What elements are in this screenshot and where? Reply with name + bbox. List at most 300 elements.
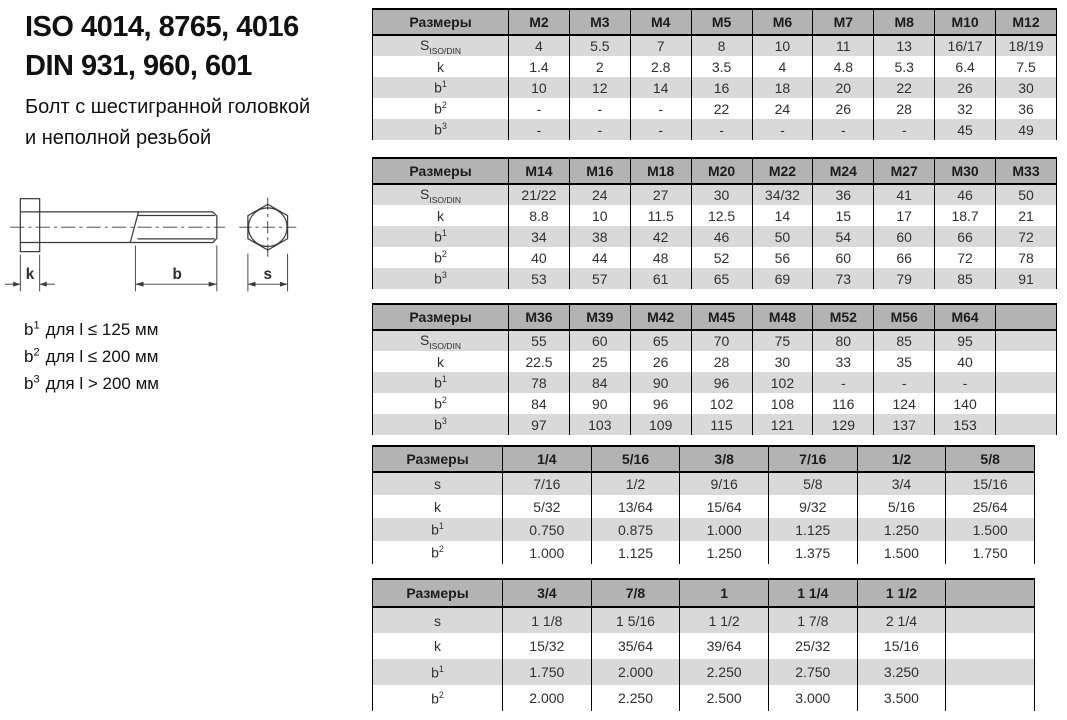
value-cell: 85 xyxy=(935,268,996,289)
value-cell: 30 xyxy=(752,351,813,372)
subtitle-line1: Болт с шестигранной головкой xyxy=(25,96,311,118)
value-cell: 45 xyxy=(935,119,996,140)
dim-label-k: k xyxy=(25,266,35,284)
value-cell: 4 xyxy=(509,35,570,56)
value-cell: 22 xyxy=(691,98,752,119)
footnote-text: для l > 200 мм xyxy=(45,374,159,393)
value-cell: 57 xyxy=(569,268,630,289)
size-header: M7 xyxy=(813,9,874,35)
size-header: 5/8 xyxy=(946,446,1035,472)
table-row xyxy=(373,119,1057,140)
sizes-column-header: Размеры xyxy=(373,446,503,472)
value-cell: 96 xyxy=(630,393,691,414)
value-cell xyxy=(946,685,1035,711)
value-cell: 26 xyxy=(935,77,996,98)
value-cell: 18/19 xyxy=(996,35,1057,56)
table-row xyxy=(373,495,1035,518)
value-cell: 25/64 xyxy=(946,495,1035,518)
value-cell: 78 xyxy=(509,372,570,393)
row-label: k xyxy=(373,56,509,77)
value-cell: 72 xyxy=(935,247,996,268)
row-label: k xyxy=(373,351,509,372)
value-cell: 36 xyxy=(996,98,1057,119)
size-header: 7/16 xyxy=(768,446,857,472)
value-cell: - xyxy=(509,98,570,119)
value-cell: - xyxy=(813,372,874,393)
table-row xyxy=(373,330,1057,351)
size-header: M12 xyxy=(996,9,1057,35)
value-cell: 3.000 xyxy=(768,685,857,711)
subtitle-line2: и неполной резьбой xyxy=(25,127,212,149)
dim-label-s: s xyxy=(263,266,272,284)
value-cell: 72 xyxy=(996,226,1057,247)
size-header: M4 xyxy=(630,9,691,35)
value-cell: 66 xyxy=(874,247,935,268)
size-header: M64 xyxy=(935,304,996,330)
value-cell: 4.8 xyxy=(813,56,874,77)
value-cell: 21/22 xyxy=(509,184,570,205)
table-row xyxy=(373,184,1057,205)
table-row xyxy=(373,226,1057,247)
bolt-side-view xyxy=(10,199,225,252)
value-cell: 26 xyxy=(813,98,874,119)
value-cell: 15/64 xyxy=(680,495,769,518)
size-header: M42 xyxy=(630,304,691,330)
value-cell: 13 xyxy=(874,35,935,56)
value-cell: 20 xyxy=(813,77,874,98)
value-cell: 90 xyxy=(569,393,630,414)
value-cell: 10 xyxy=(569,205,630,226)
value-cell: 13/64 xyxy=(591,495,680,518)
value-cell: 1.500 xyxy=(857,541,946,564)
value-cell: 95 xyxy=(935,330,996,351)
sizes-column-header: Размеры xyxy=(373,158,509,184)
value-cell: 5/8 xyxy=(768,472,857,495)
value-cell: 1.500 xyxy=(946,518,1035,541)
value-cell: 0.750 xyxy=(503,518,592,541)
sizes-column-header: Размеры xyxy=(373,304,509,330)
value-cell: 2.000 xyxy=(591,659,680,685)
value-cell: 1 7/8 xyxy=(768,607,857,633)
value-cell: 5/16 xyxy=(857,495,946,518)
value-cell: 34/32 xyxy=(752,184,813,205)
value-cell: 9/16 xyxy=(680,472,769,495)
size-header: M39 xyxy=(569,304,630,330)
value-cell: 66 xyxy=(935,226,996,247)
value-cell: 7.5 xyxy=(996,56,1057,77)
value-cell: 2.500 xyxy=(680,685,769,711)
sizes-column-header: Размеры xyxy=(373,579,503,607)
value-cell: 7 xyxy=(630,35,691,56)
value-cell: 44 xyxy=(569,247,630,268)
table-row xyxy=(373,518,1035,541)
value-cell: 1.250 xyxy=(857,518,946,541)
size-header: 1 1/2 xyxy=(857,579,946,607)
value-cell: 1 1/8 xyxy=(503,607,592,633)
table-row xyxy=(373,633,1035,659)
size-header: 1 1/4 xyxy=(768,579,857,607)
table-metric-m36-m64 xyxy=(372,303,1057,435)
footnote-text: для l ≤ 200 мм xyxy=(45,347,159,366)
value-cell: 46 xyxy=(691,226,752,247)
row-label: s xyxy=(373,607,503,633)
value-cell: 10 xyxy=(752,35,813,56)
value-cell: 32 xyxy=(935,98,996,119)
size-header: 7/8 xyxy=(591,579,680,607)
value-cell: - xyxy=(752,119,813,140)
value-cell: 108 xyxy=(752,393,813,414)
value-cell: 0.875 xyxy=(591,518,680,541)
table-row xyxy=(373,541,1035,564)
value-cell: 2.8 xyxy=(630,56,691,77)
value-cell: 1.4 xyxy=(509,56,570,77)
value-cell xyxy=(996,372,1057,393)
value-cell: 78 xyxy=(996,247,1057,268)
value-cell: 25/32 xyxy=(768,633,857,659)
value-cell: 22 xyxy=(874,77,935,98)
value-cell: 109 xyxy=(630,414,691,435)
size-header: M48 xyxy=(752,304,813,330)
value-cell xyxy=(946,659,1035,685)
value-cell: 1.125 xyxy=(591,541,680,564)
value-cell xyxy=(996,414,1057,435)
value-cell: 116 xyxy=(813,393,874,414)
value-cell: 9/32 xyxy=(768,495,857,518)
table-metric-m2-m12 xyxy=(372,8,1057,140)
size-header: 3/4 xyxy=(503,579,592,607)
value-cell: 3.5 xyxy=(691,56,752,77)
value-cell: 12.5 xyxy=(691,205,752,226)
row-label: $b^1$ xyxy=(373,77,509,98)
value-cell xyxy=(946,607,1035,633)
size-header: M22 xyxy=(752,158,813,184)
table-row xyxy=(373,685,1035,711)
table-row xyxy=(373,393,1057,414)
value-cell: 2 xyxy=(569,56,630,77)
value-cell: 15 xyxy=(813,205,874,226)
value-cell: 1 1/2 xyxy=(680,607,769,633)
value-cell: 5/32 xyxy=(503,495,592,518)
value-cell: 85 xyxy=(874,330,935,351)
value-cell: 102 xyxy=(691,393,752,414)
sizes-column-header: Размеры xyxy=(373,9,509,35)
size-header: 3/8 xyxy=(680,446,769,472)
value-cell: 48 xyxy=(630,247,691,268)
value-cell: 28 xyxy=(874,98,935,119)
size-header: M3 xyxy=(569,9,630,35)
value-cell: 1.250 xyxy=(680,541,769,564)
value-cell: 33 xyxy=(813,351,874,372)
size-header xyxy=(996,304,1057,330)
dim-label-b: b xyxy=(172,266,182,284)
value-cell: 56 xyxy=(752,247,813,268)
value-cell: 40 xyxy=(935,351,996,372)
size-header: 1 xyxy=(680,579,769,607)
value-cell: 2.000 xyxy=(503,685,592,711)
value-cell: 3.250 xyxy=(857,659,946,685)
table-metric-m14-m33 xyxy=(372,157,1057,289)
size-header: M10 xyxy=(935,9,996,35)
table-row xyxy=(373,268,1057,289)
value-cell: 129 xyxy=(813,414,874,435)
value-cell: 60 xyxy=(813,247,874,268)
value-cell: 8 xyxy=(691,35,752,56)
value-cell: 1.000 xyxy=(680,518,769,541)
row-label: $b^3$ xyxy=(373,268,509,289)
value-cell: 4 xyxy=(752,56,813,77)
value-cell: - xyxy=(509,119,570,140)
row-label: $b^1$ xyxy=(373,226,509,247)
value-cell: 15/32 xyxy=(503,633,592,659)
footnote-symbol: b xyxy=(24,347,34,366)
size-header: M52 xyxy=(813,304,874,330)
value-cell: 28 xyxy=(691,351,752,372)
value-cell: 25 xyxy=(569,351,630,372)
value-cell: 35/64 xyxy=(591,633,680,659)
size-header: M24 xyxy=(813,158,874,184)
value-cell: 2.750 xyxy=(768,659,857,685)
value-cell: 124 xyxy=(874,393,935,414)
header-row xyxy=(373,446,1035,472)
row-label: $b^3$ xyxy=(373,119,509,140)
value-cell: 50 xyxy=(752,226,813,247)
value-cell: 22.5 xyxy=(509,351,570,372)
table-row xyxy=(373,659,1035,685)
value-cell: 137 xyxy=(874,414,935,435)
value-cell: 14 xyxy=(630,77,691,98)
value-cell: 5.3 xyxy=(874,56,935,77)
value-cell: 121 xyxy=(752,414,813,435)
value-cell: 17 xyxy=(874,205,935,226)
value-cell: 80 xyxy=(813,330,874,351)
value-cell: 30 xyxy=(996,77,1057,98)
title-din: DIN 931, 960, 601 xyxy=(25,50,252,82)
value-cell: 18.7 xyxy=(935,205,996,226)
table-row xyxy=(373,205,1057,226)
page-subtitle xyxy=(25,92,310,154)
table-row xyxy=(373,414,1057,435)
value-cell: 16/17 xyxy=(935,35,996,56)
value-cell: 39/64 xyxy=(680,633,769,659)
row-label: $b^2$ xyxy=(373,685,503,711)
dimension-table-metric-m2-m12 xyxy=(372,8,1057,140)
size-header: M27 xyxy=(874,158,935,184)
value-cell: 52 xyxy=(691,247,752,268)
footnote-text: для l ≤ 125 мм xyxy=(45,320,159,339)
size-header xyxy=(946,579,1035,607)
size-header: M14 xyxy=(509,158,570,184)
value-cell: 30 xyxy=(691,184,752,205)
value-cell: 11.5 xyxy=(630,205,691,226)
value-cell: 84 xyxy=(509,393,570,414)
size-header: 1/2 xyxy=(857,446,946,472)
value-cell: 2.250 xyxy=(591,685,680,711)
value-cell: 16 xyxy=(691,77,752,98)
footnote-symbol: b xyxy=(24,374,34,393)
value-cell: 53 xyxy=(509,268,570,289)
value-cell: 14 xyxy=(752,205,813,226)
value-cell: 140 xyxy=(935,393,996,414)
dimension-table-metric-m36-m64 xyxy=(372,303,1057,435)
value-cell: 35 xyxy=(874,351,935,372)
value-cell: 103 xyxy=(569,414,630,435)
row-label: $S_{ISO/DIN}$ xyxy=(373,330,509,351)
dimension-table-imperial-small xyxy=(372,445,1035,564)
dimension-table-imperial-large xyxy=(372,578,1035,711)
value-cell: 65 xyxy=(691,268,752,289)
row-label: k xyxy=(373,633,503,659)
value-cell: 27 xyxy=(630,184,691,205)
bolt-end-view xyxy=(239,198,296,257)
row-label: $b^1$ xyxy=(373,518,503,541)
value-cell: 2.250 xyxy=(680,659,769,685)
value-cell: 84 xyxy=(569,372,630,393)
table-row xyxy=(373,372,1057,393)
value-cell xyxy=(996,393,1057,414)
value-cell: 115 xyxy=(691,414,752,435)
row-label: $b^1$ xyxy=(373,659,503,685)
value-cell: 18 xyxy=(752,77,813,98)
footnotes xyxy=(24,316,159,397)
size-header: M56 xyxy=(874,304,935,330)
value-cell: 65 xyxy=(630,330,691,351)
value-cell: 97 xyxy=(509,414,570,435)
value-cell: 1.000 xyxy=(503,541,592,564)
size-header: M30 xyxy=(935,158,996,184)
table-row xyxy=(373,607,1035,633)
value-cell: - xyxy=(935,372,996,393)
value-cell: 5.5 xyxy=(569,35,630,56)
value-cell: 10 xyxy=(509,77,570,98)
value-cell: 41 xyxy=(874,184,935,205)
value-cell: 15/16 xyxy=(946,472,1035,495)
value-cell: - xyxy=(874,119,935,140)
value-cell: 40 xyxy=(509,247,570,268)
dimension-table-metric-m14-m33 xyxy=(372,157,1057,289)
value-cell: 1/2 xyxy=(591,472,680,495)
value-cell: 61 xyxy=(630,268,691,289)
value-cell: 26 xyxy=(630,351,691,372)
value-cell: 54 xyxy=(813,226,874,247)
value-cell xyxy=(946,633,1035,659)
table-row xyxy=(373,56,1057,77)
footnote-b1 xyxy=(24,316,159,343)
row-label: $b^2$ xyxy=(373,98,509,119)
table-row xyxy=(373,351,1057,372)
value-cell: 60 xyxy=(874,226,935,247)
size-header: M8 xyxy=(874,9,935,35)
table-imperial-quarter-fiveeighths xyxy=(372,445,1035,564)
row-label: $b^1$ xyxy=(373,372,509,393)
value-cell: 49 xyxy=(996,119,1057,140)
value-cell: 102 xyxy=(752,372,813,393)
value-cell: 2 1/4 xyxy=(857,607,946,633)
value-cell: 15/16 xyxy=(857,633,946,659)
footnote-sup: 3 xyxy=(33,373,40,386)
table-row xyxy=(373,35,1057,56)
value-cell: 42 xyxy=(630,226,691,247)
footnote-sup: 1 xyxy=(33,319,40,332)
value-cell: - xyxy=(569,98,630,119)
page-title xyxy=(25,8,299,86)
value-cell: 70 xyxy=(691,330,752,351)
row-label: $b^2$ xyxy=(373,393,509,414)
header-row xyxy=(373,579,1035,607)
value-cell: 73 xyxy=(813,268,874,289)
value-cell: 1.125 xyxy=(768,518,857,541)
row-label: k xyxy=(373,205,509,226)
row-label: k xyxy=(373,495,503,518)
value-cell xyxy=(996,330,1057,351)
size-header: M5 xyxy=(691,9,752,35)
value-cell: 6.4 xyxy=(935,56,996,77)
value-cell: 79 xyxy=(874,268,935,289)
footnote-sup: 2 xyxy=(33,346,40,359)
value-cell: - xyxy=(691,119,752,140)
value-cell: 3/4 xyxy=(857,472,946,495)
size-header: 5/16 xyxy=(591,446,680,472)
footnote-b3 xyxy=(24,370,159,397)
table-imperial-threequarter-oneandhalf xyxy=(372,578,1035,711)
value-cell: - xyxy=(630,98,691,119)
value-cell xyxy=(996,351,1057,372)
value-cell: 7/16 xyxy=(503,472,592,495)
value-cell: 34 xyxy=(509,226,570,247)
row-label: $S_{ISO/DIN}$ xyxy=(373,184,509,205)
value-cell: - xyxy=(813,119,874,140)
value-cell: - xyxy=(630,119,691,140)
value-cell: 1.750 xyxy=(946,541,1035,564)
value-cell: - xyxy=(569,119,630,140)
value-cell: 12 xyxy=(569,77,630,98)
value-cell: 11 xyxy=(813,35,874,56)
footnote-b2 xyxy=(24,343,159,370)
bolt-diagram xyxy=(2,186,338,304)
header-row xyxy=(373,304,1057,330)
size-header: M33 xyxy=(996,158,1057,184)
row-label: $b^3$ xyxy=(373,414,509,435)
value-cell: 153 xyxy=(935,414,996,435)
value-cell: 96 xyxy=(691,372,752,393)
value-cell: 60 xyxy=(569,330,630,351)
table-row xyxy=(373,247,1057,268)
row-label: $b^2$ xyxy=(373,247,509,268)
value-cell: 24 xyxy=(569,184,630,205)
value-cell: 24 xyxy=(752,98,813,119)
size-header: M45 xyxy=(691,304,752,330)
size-header: M2 xyxy=(509,9,570,35)
table-row xyxy=(373,98,1057,119)
size-header: 1/4 xyxy=(503,446,592,472)
value-cell: 46 xyxy=(935,184,996,205)
size-header: M6 xyxy=(752,9,813,35)
value-cell: 1.375 xyxy=(768,541,857,564)
value-cell: 91 xyxy=(996,268,1057,289)
value-cell: 55 xyxy=(509,330,570,351)
value-cell: 38 xyxy=(569,226,630,247)
value-cell: 50 xyxy=(996,184,1057,205)
value-cell: 8.8 xyxy=(509,205,570,226)
row-label: s xyxy=(373,472,503,495)
size-header: M36 xyxy=(509,304,570,330)
size-header: M16 xyxy=(569,158,630,184)
value-cell: 69 xyxy=(752,268,813,289)
header-row xyxy=(373,9,1057,35)
table-row xyxy=(373,472,1035,495)
value-cell: 75 xyxy=(752,330,813,351)
title-iso: ISO 4014, 8765, 4016 xyxy=(25,11,299,43)
size-header: M18 xyxy=(630,158,691,184)
